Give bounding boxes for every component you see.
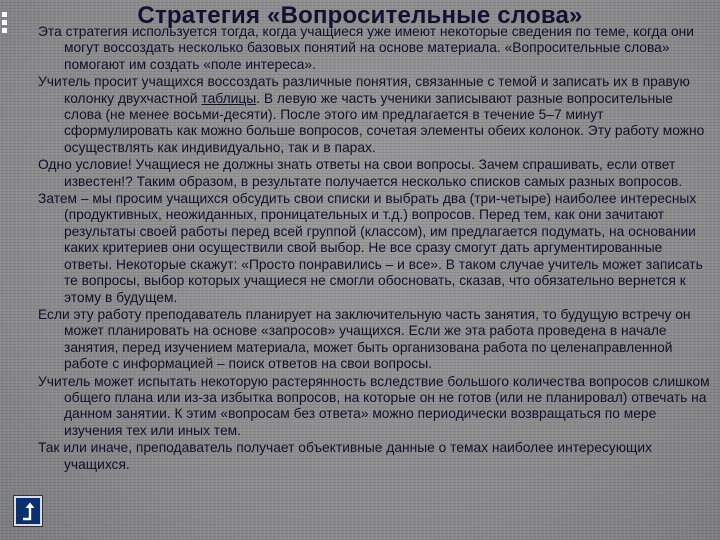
paragraph: Затем – мы просим учащихся обсудить свои списки и выбрать два (три-четыре) наиболее интересных (продуктивных, неожиданных, проницательных и т.д.) вопросов. Перед тем, как они зачитают результаты своей работы перед всей группой (классом), им предлагается подумать, на основании каких критериев они осуществили свой выбор. Не все сразу смогут дать аргументированные ответы. Некоторые скажут: «Просто понравились – и все». В таком случае учитель может записать те вопросы, выбор которых учащиеся не смогли обосновать, сказав, что обязательно вернется к этому в будущем. (38, 191, 703, 305)
paragraph (38, 74, 710, 156)
paragraph-text: Учитель просит учащихся воссоздать различные понятия, связанные с темой и записать их в правую колонку двухчастной (38, 74, 690, 106)
slide-title: Стратегия «Вопросительные слова» (137, 2, 583, 29)
paragraph: Так или иначе, преподаватель получает объективные данные о темах наиболее интересующих учащихся. (38, 440, 653, 472)
slide-body (38, 24, 710, 474)
paragraph-text: . В левую же часть ученики записывают разные вопросительные слова (не менее восьми-десяти). После этого им предлагается в течение 5–7 минут сформулировать как можно больше вопросов, сочетая элементы обеих колонок. Эту работу можно осуществлять как индивидуально, так и в парах. (64, 90, 705, 155)
table-link[interactable]: таблицы (201, 90, 257, 106)
paragraph: Если эту работу преподаватель планирует на заключительную часть занятия, то будущую встречу он может планировать на основе «запросов» учащихся. Если же эта работа проведена в начале занятия, перед изучением материала, может быть организована работа по целенаправленной работе с информацией – поиск ответов на свои вопросы. (38, 306, 691, 372)
paragraph: Эта стратегия используется тогда, когда учащиеся уже имеют некоторые сведения по теме, когда они могут воссоздать несколько базовых понятий на основе материала. «Вопросительные слова» помогают им создать «поле интереса». (38, 24, 694, 72)
return-arrow-icon (19, 501, 37, 521)
return-button[interactable] (14, 496, 42, 526)
paragraph: Учитель может испытать некоторую растерянность вследствие большого количества вопросов слишком общего плана или из-за избытка вопросов, на которые он не готов (или не планировал) отвечать на данном занятии. К этим «вопросам без ответа» можно периодически возвращаться по мере изучения тех или иных тем. (38, 373, 710, 438)
paragraph: Одно условие! Учащиеся не должны знать ответы на свои вопросы. Зачем спрашивать, если ответ известен!? Таким образом, в результате получается несколько списков самых разных вопросов. (38, 157, 683, 189)
